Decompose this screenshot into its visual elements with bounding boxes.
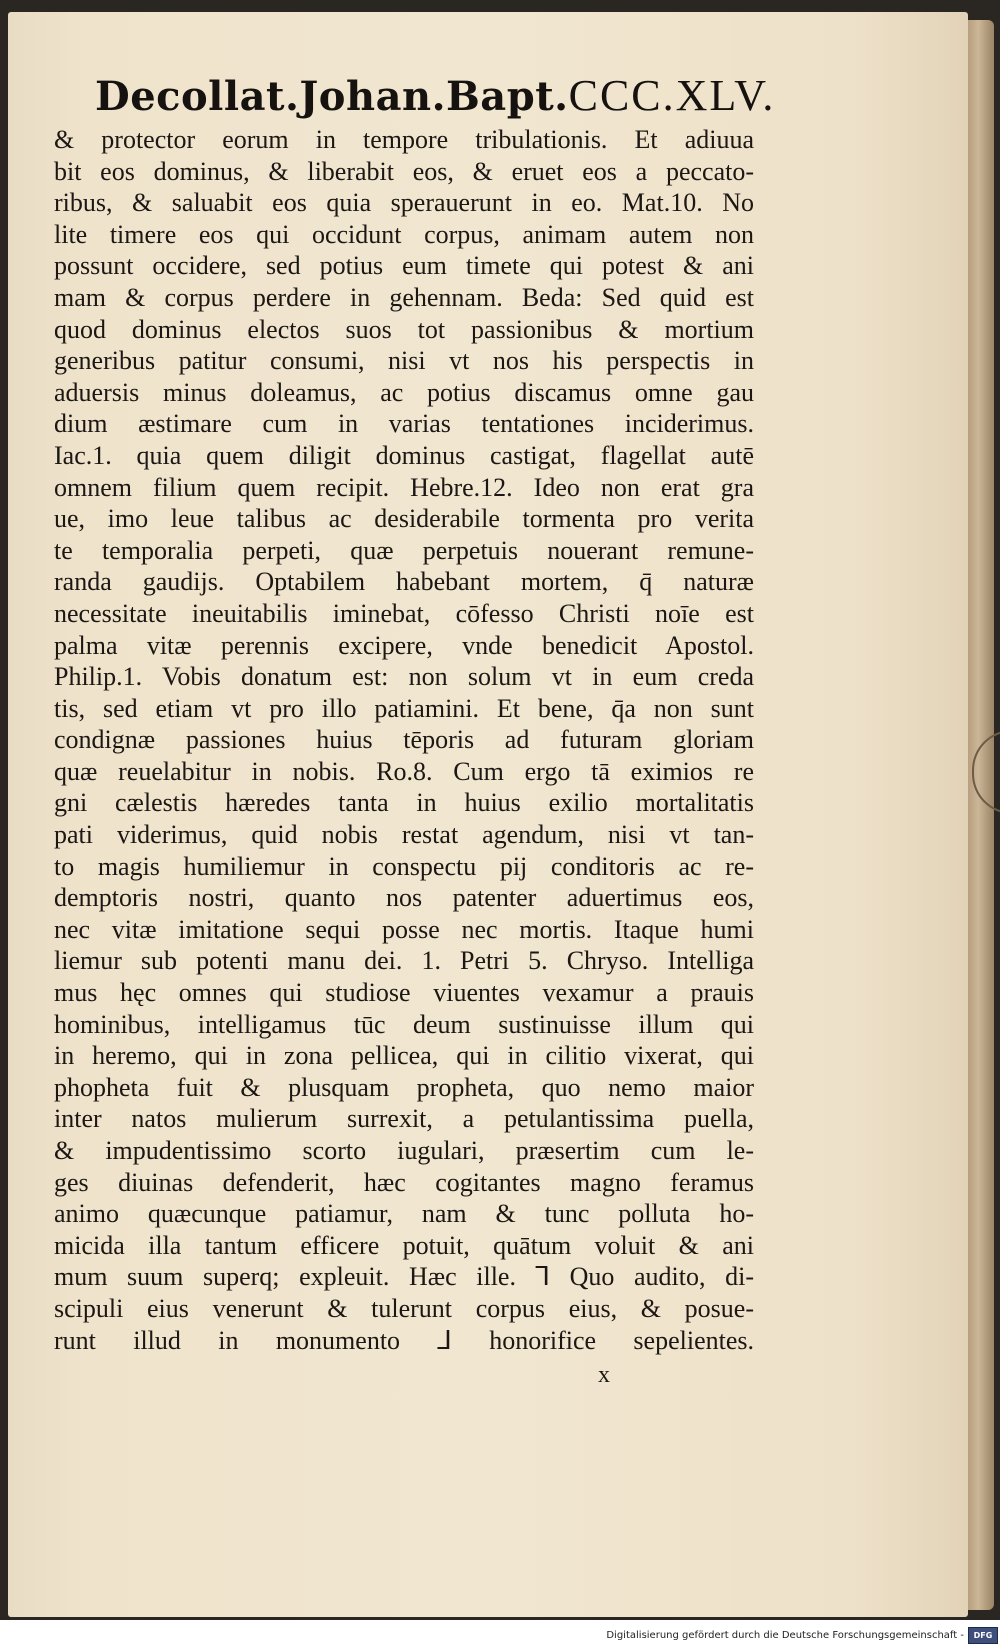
dfg-logo: DFG <box>968 1627 998 1644</box>
digitization-credit: Digitalisierung gefördert durch die Deutsche Forschungsgemeinschaft - <box>606 1630 964 1641</box>
text-line: to magis humiliemur in conspectu pij conditoris ac re- <box>54 851 754 881</box>
text-line: condignæ passiones huius tēporis ad futuram gloriam <box>54 725 754 755</box>
text-line: micida illa tantum efficere potuit, quātum voluit & ani <box>54 1230 754 1260</box>
text-line: demptoris nostri, quanto nos patenter aduertimus eos, <box>54 883 754 913</box>
text-line: quod dominus electos suos tot passionibus & mortium <box>54 314 754 344</box>
text-line: possunt occidere, sed potius eum timete qui potest & ani <box>54 251 754 281</box>
text-line: te temporalia perpeti, quæ perpetuis nouerant remune- <box>54 535 754 565</box>
text-line: Philip.1. Vobis donatum est: non solum vt in eum creda <box>54 662 754 692</box>
text-line: mus hęc omnes qui studiose viuentes vexamur a prauis <box>54 978 754 1008</box>
text-line: & impudentissimo scorto iugulari, præsertim cum le- <box>54 1136 754 1165</box>
text-line: animo quæcunque patiamur, nam & tunc polluta ho- <box>54 1199 754 1229</box>
text-line: omnem filium quem recipit. Hebre.12. Ideo non erat gra <box>54 472 754 502</box>
text-line: nec vitæ imitatione sequi posse nec mortis. Itaque humi <box>54 914 754 944</box>
page-header <box>95 70 776 130</box>
text-line: dium æstimare cum in varias tentationes inciderimus. <box>54 409 754 439</box>
text-line: mam & corpus perdere in gehennam. Beda: Sed quid est <box>54 282 754 312</box>
text-line: mum suum superq; expleuit. Hæc ille. ⅂ Quo audito, di- <box>54 1262 754 1292</box>
text-line: pati viderimus, quid nobis restat agendum, nisi vt tan- <box>54 820 754 850</box>
text-line: randa gaudijs. Optabilem habebant mortem, q̄ naturæ <box>54 567 754 597</box>
text-line: Iac.1. quia quem diligit dominus castigat, flagellat autē <box>54 440 754 470</box>
text-line: quæ reuelabitur in nobis. Ro.8. Cum ergo tā eximios re <box>54 756 754 786</box>
text-line: generibus patitur consumi, nisi vt nos his perspectis in <box>54 346 754 376</box>
text-line: phopheta fuit & plusquam propheta, quo nemo maior <box>54 1072 754 1102</box>
text-line: ue, imo leue talibus ac desiderabile tormenta pro verita <box>54 504 754 534</box>
text-line: ges diuinas defenderit, hæc cogitantes magno feramus <box>54 1167 754 1197</box>
text-line: tis, sed etiam vt pro illo patiamini. Et bene, q̄a non sunt <box>54 693 754 723</box>
text-line: hominibus, intelligamus tūc deum sustinuisse illum qui <box>54 1009 754 1039</box>
page-fore-edge <box>968 20 994 1610</box>
text-line: necessitate ineuitabilis iminebat, cōfesso Christi noīe est <box>54 598 754 628</box>
text-line: bit eos dominus, & liberabit eos, & eruet eos a peccato- <box>54 156 754 186</box>
text-line: liemur sub potenti manu dei. 1. Petri 5. Chryso. Intelliga <box>54 946 754 976</box>
text-line: scipuli eius venerunt & tulerunt corpus eius, & posue- <box>54 1293 754 1323</box>
catchword: x <box>598 1362 610 1388</box>
text-line: gni cælestis hæredes tanta in huius exilio mortalitatis <box>54 788 754 818</box>
text-line: inter natos mulierum surrexit, a petulantissima puella, <box>54 1104 754 1134</box>
text-line: ribus, & saluabit eos quia sperauerunt in eo. Mat.10. No <box>54 188 754 218</box>
running-head: Decollat.Johan.Bapt. <box>95 73 569 120</box>
text-line: in heremo, qui in zona pellicea, qui in cilitio vixerat, qui <box>54 1041 754 1071</box>
text-line: & protector eorum in tempore tribulationis. Et adiuua <box>54 125 754 154</box>
text-line: lite timere eos qui occidunt corpus, animam autem non <box>54 219 754 249</box>
text-line: aduersis minus doleamus, ac potius discamus omne gau <box>54 377 754 407</box>
text-line: runt illud in monumento ⅃ honorifice sepelientes. <box>54 1325 754 1355</box>
folio-number: CCC.XLV. <box>568 71 776 120</box>
text-line: palma vitæ perennis excipere, vnde benedicit Apostol. <box>54 630 754 660</box>
main-text-block <box>54 124 754 1356</box>
